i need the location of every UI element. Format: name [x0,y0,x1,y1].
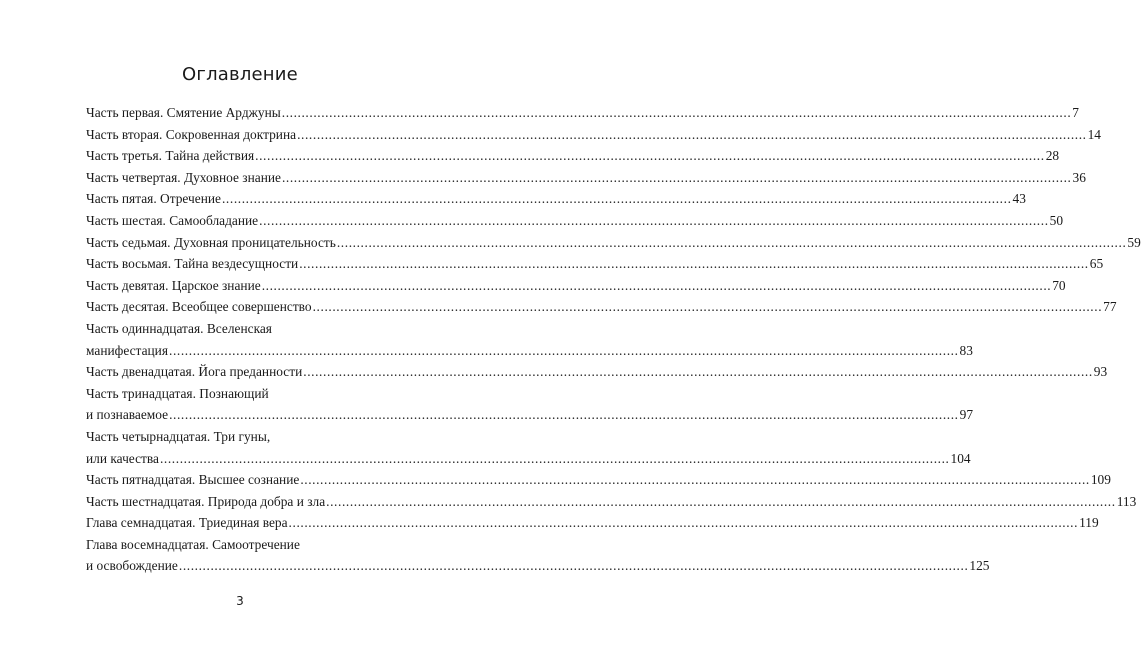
toc-entry-title-line: Часть четырнадцатая. Три гуны, [86,428,271,444]
toc-entry-line [86,404,974,426]
toc-entry-page: 14 [1087,126,1101,142]
toc-entry-page: 119 [1079,515,1099,531]
toc-entry-title: Часть пятая. Отречение [86,191,221,207]
dot-leader: ........................................................................................................................................................................................................ [281,169,1072,185]
toc-entry [86,167,1086,189]
toc-entry-title: Глава семнадцатая. Триединая вера [86,515,288,531]
toc-entry-line [86,512,1099,534]
toc-entry-page: 70 [1052,277,1066,293]
toc-entry [86,124,1101,146]
toc-entry-title: Часть шестнадцатая. Природа добра и зла [86,493,326,509]
toc-entry [86,145,1060,167]
toc-entry-line [86,448,971,470]
toc-entry [86,383,974,426]
toc-entry-title-line: Часть тринадцатая. Познающий [86,385,269,401]
dot-leader: ........................................................................................................................................................................................................ [326,493,1116,509]
page-number: 3 [236,594,244,608]
toc-entry-line [86,296,1117,318]
toc-entry-page: 93 [1093,364,1108,380]
dot-leader: ........................................................................................................................................................................................................ [297,126,1087,142]
toc-entry [86,469,1111,491]
dot-leader: ........................................................................................................................................................................................................ [178,558,969,574]
toc-entry-page: 43 [1012,191,1026,207]
dot-leader: ........................................................................................................................................................................................................ [299,256,1089,272]
toc-entry-page: 28 [1045,148,1060,164]
toc-entry-line [86,555,990,577]
toc-entry [86,232,1141,254]
toc-entry-line [86,253,1104,275]
dot-leader: ........................................................................................................................................................................................................ [255,148,1045,164]
toc-entry-title: манифестация [86,342,169,358]
toc-entry-line [86,469,1111,491]
toc-entry-line [86,102,1079,124]
toc-entry [86,426,971,469]
toc-entry [86,188,1026,210]
toc-entry-page: 65 [1089,256,1104,272]
dot-leader: ........................................................................................................................................................................................................ [159,450,950,466]
toc-entry-title: Часть третья. Тайна действия [86,148,255,164]
dot-leader: ........................................................................................................................................................................................................ [169,342,959,358]
toc-entry-title-line: Часть одиннадцатая. Вселенская [86,320,272,336]
toc-entry-line [86,210,1064,232]
dot-leader: ........................................................................................................................................................................................................ [261,277,1052,293]
toc-entry-line [86,167,1086,189]
table-of-contents [86,102,1141,577]
toc-entry-title: Часть десятая. Всеобщее совершенство [86,299,312,315]
toc-entry [86,275,1066,297]
toc-entry-line [86,340,973,362]
toc-entry [86,534,990,577]
toc-entry [86,296,1117,318]
toc-entry [86,102,1079,124]
toc-entry-line [86,275,1066,297]
dot-leader: ........................................................................................................................................................................................................ [259,212,1049,228]
dot-leader: ........................................................................................................................................................................................................ [288,515,1079,531]
dot-leader: ........................................................................................................................................................................................................ [303,364,1093,380]
toc-entry-page: 97 [959,407,974,423]
toc-entry [86,210,1064,232]
toc-entry-title: Часть восьмая. Тайна вездесущности [86,256,299,272]
toc-entry-title-line: Глава восемнадцатая. Самоотречение [86,536,300,552]
toc-entry-line [86,124,1101,146]
toc-entry-page: 83 [959,342,973,358]
dot-leader: ........................................................................................................................................................................................................ [312,299,1103,315]
toc-entry-title: Часть четвертая. Духовное знание [86,169,281,185]
toc-entry-title: Часть первая. Смятение Арджуны [86,105,281,120]
toc-entry-page: 59 [1127,234,1141,250]
toc-entry-title: Часть девятая. Царское знание [86,277,261,293]
toc-entry-title: и освобождение [86,558,178,574]
page-title: Оглавление [182,64,298,85]
toc-entry-title: Часть шестая. Самообладание [86,212,259,228]
toc-entry-page: 77 [1103,299,1117,315]
toc-entry-page: 7 [1072,105,1079,120]
toc-entry-page: 113 [1116,493,1137,509]
toc-entry-title: Часть вторая. Сокровенная доктрина [86,126,297,142]
toc-entry-line [86,491,1137,513]
toc-entry-line [86,361,1108,383]
dot-leader: ........................................................................................................................................................................................................ [221,191,1012,207]
toc-entry-page: 50 [1049,212,1064,228]
toc-entry-page: 36 [1072,169,1086,185]
toc-entry-line [86,232,1141,254]
toc-entry [86,318,973,361]
toc-entry-line [86,188,1026,210]
dot-leader: ........................................................................................................................................................................................................ [336,234,1127,250]
toc-entry [86,253,1104,275]
toc-entry [86,361,1108,383]
dot-leader: ........................................................................................................................................................................................................ [300,472,1090,488]
dot-leader: ........................................................................................................................................................................................................ [281,105,1072,120]
toc-entry-title: Часть двенадцатая. Йога преданности [86,364,303,380]
toc-entry [86,512,1099,534]
toc-entry-title: или качества [86,450,159,466]
toc-entry-title: Часть седьмая. Духовная проницательность [86,234,336,250]
toc-entry-page: 125 [969,558,990,574]
toc-entry-page: 104 [950,450,971,466]
toc-entry-title: и познаваемое [86,407,169,423]
toc-entry-title: Часть пятнадцатая. Высшее сознание [86,472,300,488]
dot-leader: ........................................................................................................................................................................................................ [169,407,959,423]
toc-entry-page: 109 [1090,472,1111,488]
toc-entry-line [86,145,1060,167]
toc-entry [86,491,1137,513]
